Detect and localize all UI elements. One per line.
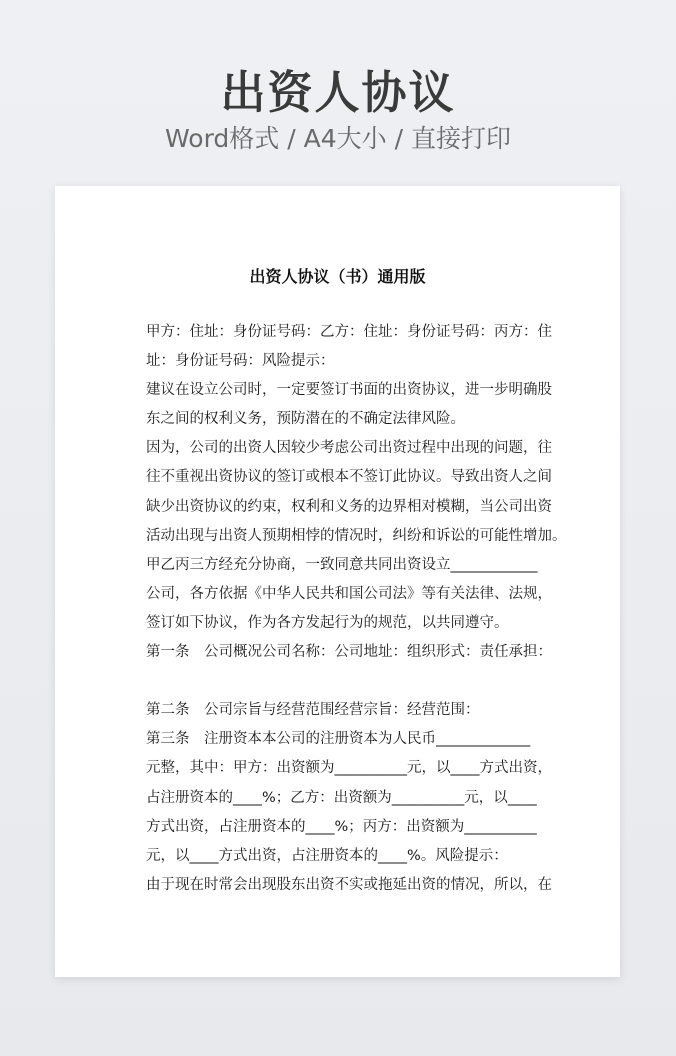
document-line: 建议在设立公司时，一定要签订书面的出资协议，进一步明确股: [146, 382, 552, 399]
document-line: 活动出现与出资人预期相悖的情况时，纠纷和诉讼的可能性增加。: [146, 527, 567, 544]
document-line: 缺少出资协议的约束，权利和义务的边界相对模糊，当公司出资: [146, 498, 552, 515]
document-line: 元，以____方式出资，占注册资本的____%。风险提示：: [146, 847, 508, 864]
document-title: 出资人协议（书）通用版: [249, 267, 426, 286]
document-line: 东之间的权利义务，预防潜在的不确定法律风险。: [146, 411, 465, 428]
document-line: 甲方：住址：身份证号码：乙方：住址：身份证号码：丙方：住: [146, 324, 552, 340]
document-body: [146, 318, 567, 900]
document-line: 第一条 公司概况公司名称：公司地址：组织形式：责任承担：: [146, 644, 552, 661]
document-line: 公司，各方依据《中华人民共和国公司法》等有关法律、法规，: [146, 585, 552, 602]
document-line: 甲乙丙三方经充分协商，一致同意共同出资设立____________: [146, 556, 538, 573]
document-line: 第二条 公司宗旨与经营范围经营宗旨：经营范围：: [146, 702, 480, 719]
document-line: 第三条 注册资本本公司的注册资本为人民币_____________: [146, 731, 531, 748]
document-blank-line: [146, 667, 541, 696]
page-subtitle: Word格式 / A4大小 / 直接打印: [165, 124, 511, 153]
document-page: [55, 186, 620, 977]
document-line: 址：身份证号码：风险提示：: [146, 353, 335, 370]
document-line: 因为，公司的出资人因较少考虑公司出资过程中出现的问题，往: [146, 440, 552, 457]
document-line: 元整，其中：甲方：出资额为__________元，以____方式出资，: [146, 760, 552, 777]
header: [0, 64, 676, 156]
document-line: 方式出资，占注册资本的____%；丙方：出资额为__________: [146, 818, 537, 835]
page-title: 出资人协议: [220, 66, 456, 119]
document-line: 往不重视出资协议的签订或根本不签订此协议。导致出资人之间: [146, 469, 552, 486]
document-line: 签订如下协议，作为各方发起行为的规范，以共同遵守。: [146, 614, 509, 631]
document-line: 由于现在时常会出现股东出资不实或拖延出资的情况，所以，在: [146, 876, 552, 893]
document-line: 占注册资本的____%；乙方：出资额为__________元，以____: [146, 789, 537, 806]
